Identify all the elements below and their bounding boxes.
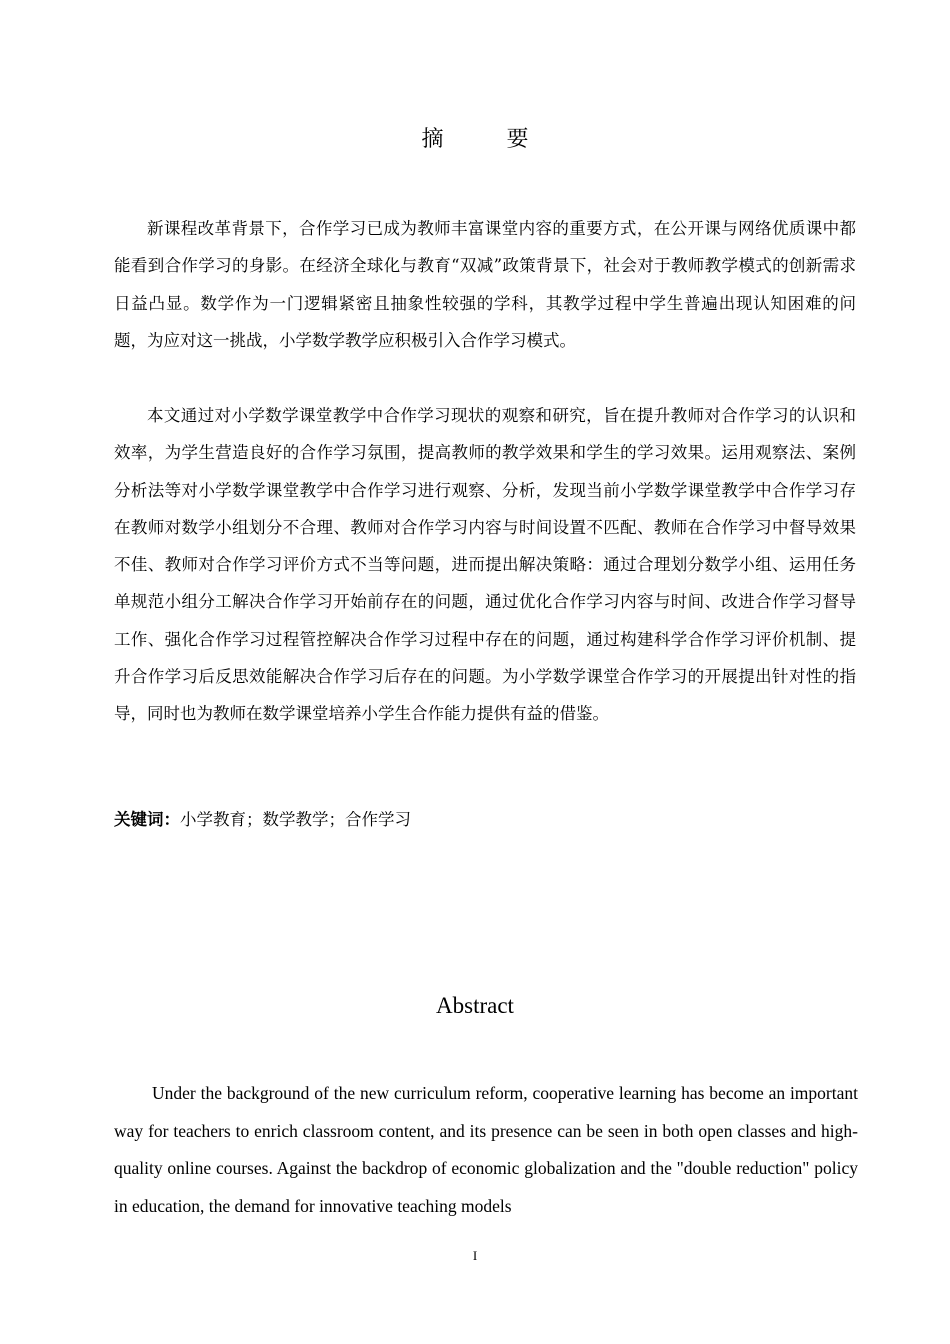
abstract-cn-body-2 [114, 397, 856, 733]
keywords-label: 关键词： [114, 810, 180, 829]
abstract-cn-body-1 [114, 210, 856, 359]
abstract-cn-title: 摘 要 [421, 127, 557, 152]
abstract-en-body [114, 1075, 858, 1228]
keywords-line [114, 805, 411, 835]
keywords-values: 小学教育；数学教学；合作学习 [180, 810, 411, 829]
abstract-en-paragraph: Under the background of the new curriculum reform, cooperative learning has become an important way for teachers to enrich classroom content, and its presence can be seen in both open classes and high-quality online courses. Against the backdrop of economic globalization and the "double reduction" policy in education, the demand for innovative teaching models [114, 1083, 858, 1216]
abstract-cn-paragraph-2: 本文通过对小学数学课堂教学中合作学习现状的观察和研究，旨在提升教师对合作学习的认识和效率，为学生营造良好的合作学习氛围，提高教师的教学效果和学生的学习效果。运用观察法、案例分析法等对小学数学课堂教学中合作学习进行观察、分析，发现当前小学数学课堂教学中合作学习存在教师对数学小组划分不合理、教师对合作学习内容与时间设置不匹配、教师在合作学习中督导效果不佳、教师对合作学习评价方式不当等问题，进而提出解决策略：通过合理划分数学小组、运用任务单规范小组分工解决合作学习开始前存在的问题，通过优化合作学习内容与时间、改进合作学习督导工作、强化合作学习过程管控解决合作学习过程中存在的问题，通过构建科学合作学习评价机制、提升合作学习后反思效能解决合作学习后存在的问题。为小学数学课堂合作学习的开展提出针对性的指导，同时也为教师在数学课堂培养小学生合作能力提供有益的借鉴。 [114, 406, 856, 724]
abstract-cn-paragraph-1: 新课程改革背景下，合作学习已成为教师丰富课堂内容的重要方式，在公开课与网络优质课中都能看到合作学习的身影。在经济全球化与教育“双减”政策背景下，社会对于教师教学模式的创新需求日益凸显。数学作为一门逻辑紧密且抽象性较强的学科，其教学过程中学生普遍出现认知困难的问题，为应对这一挑战，小学数学教学应积极引入合作学习模式。 [114, 219, 856, 350]
abstract-en-title: Abstract [436, 993, 514, 1018]
page-number: I [472, 1248, 478, 1263]
